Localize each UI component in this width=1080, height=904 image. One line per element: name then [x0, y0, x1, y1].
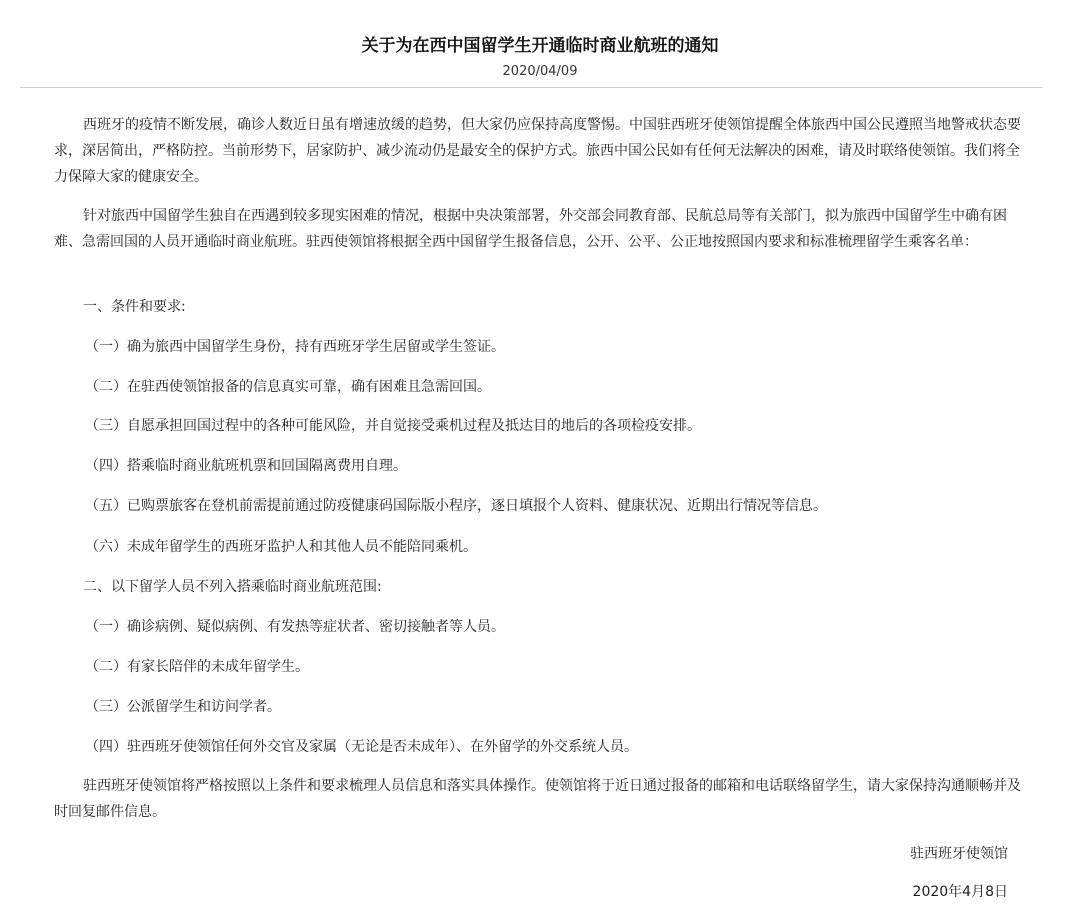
paragraph-closing: 驻西班牙使领馆将严格按照以上条件和要求梳理人员信息和落实具体操作。使领馆将于近日通过报备的邮箱和电话联络留学生，请大家保持沟通顺畅并及时回复邮件信息。 — [54, 778, 1021, 820]
list-item: （三）自愿承担回国过程中的各种可能风险，并自觉接受乘机过程及抵达目的地后的各项检疫安排。 — [85, 418, 701, 434]
list-item: （三）公派留学生和访问学者。 — [85, 699, 281, 715]
section-heading-exclusions: 二、以下留学人员不列入搭乘临时商业航班范围: — [83, 579, 382, 595]
paragraph-intro: 西班牙的疫情不断发展，确诊人数近日虽有增速放缓的趋势，但大家仍应保持高度警惕。中国驻西班牙使领馆提醒全体旅西中国公民遵照当地警戒状态要求，深居简出，严格防控。当前形势下，居家防护、减少流动仍是最安全的保护方式。旅西中国公民如有任何无法解决的困难，请及时联络使领馆。我们将全力保障大家的健康安全。 — [54, 117, 1021, 185]
list-item: （二）在驻西使领馆报备的信息真实可靠，确有困难且急需回国。 — [85, 379, 491, 395]
page-title: 关于为在西中国留学生开通临时商业航班的通知 — [361, 36, 719, 56]
list-item: （一）确为旅西中国留学生身份，持有西班牙学生居留或学生签证。 — [85, 339, 505, 355]
list-item: （二）有家长陪伴的未成年留学生。 — [85, 659, 309, 675]
list-item: （四）搭乘临时商业航班机票和回国隔离费用自理。 — [85, 458, 407, 474]
section-heading-requirements: 一、条件和要求: — [83, 299, 186, 315]
divider — [20, 87, 1043, 88]
sign-date: 2020年4月8日 — [912, 884, 1008, 900]
publish-date: 2020/04/09 — [502, 64, 578, 79]
list-item: （五）已购票旅客在登机前需提前通过防疫健康码国际版小程序，逐日填报个人资料、健康状况、近期出行情况等信息。 — [85, 498, 827, 514]
list-item: （一）确诊病例、疑似病例、有发热等症状者、密切接触者等人员。 — [85, 619, 505, 635]
list-item: （四）驻西班牙使领馆任何外交官及家属（无论是否未成年）、在外留学的外交系统人员。 — [85, 739, 638, 755]
list-item: （六）未成年留学生的西班牙监护人和其他人员不能陪同乘机。 — [85, 539, 477, 555]
paragraph-arrangement: 针对旅西中国留学生独自在西遇到较多现实困难的情况，根据中央决策部署，外交部会同教育部、民航总局等有关部门，拟为旅西中国留学生中确有困难、急需回国的人员开通临时商业航班。驻西使领馆将根据全西中国留学生报备信息，公开、公平、公正地按照国内要求和标准梳理留学生乘客名单： — [54, 208, 1007, 250]
signature: 驻西班牙使领馆 — [910, 846, 1008, 862]
